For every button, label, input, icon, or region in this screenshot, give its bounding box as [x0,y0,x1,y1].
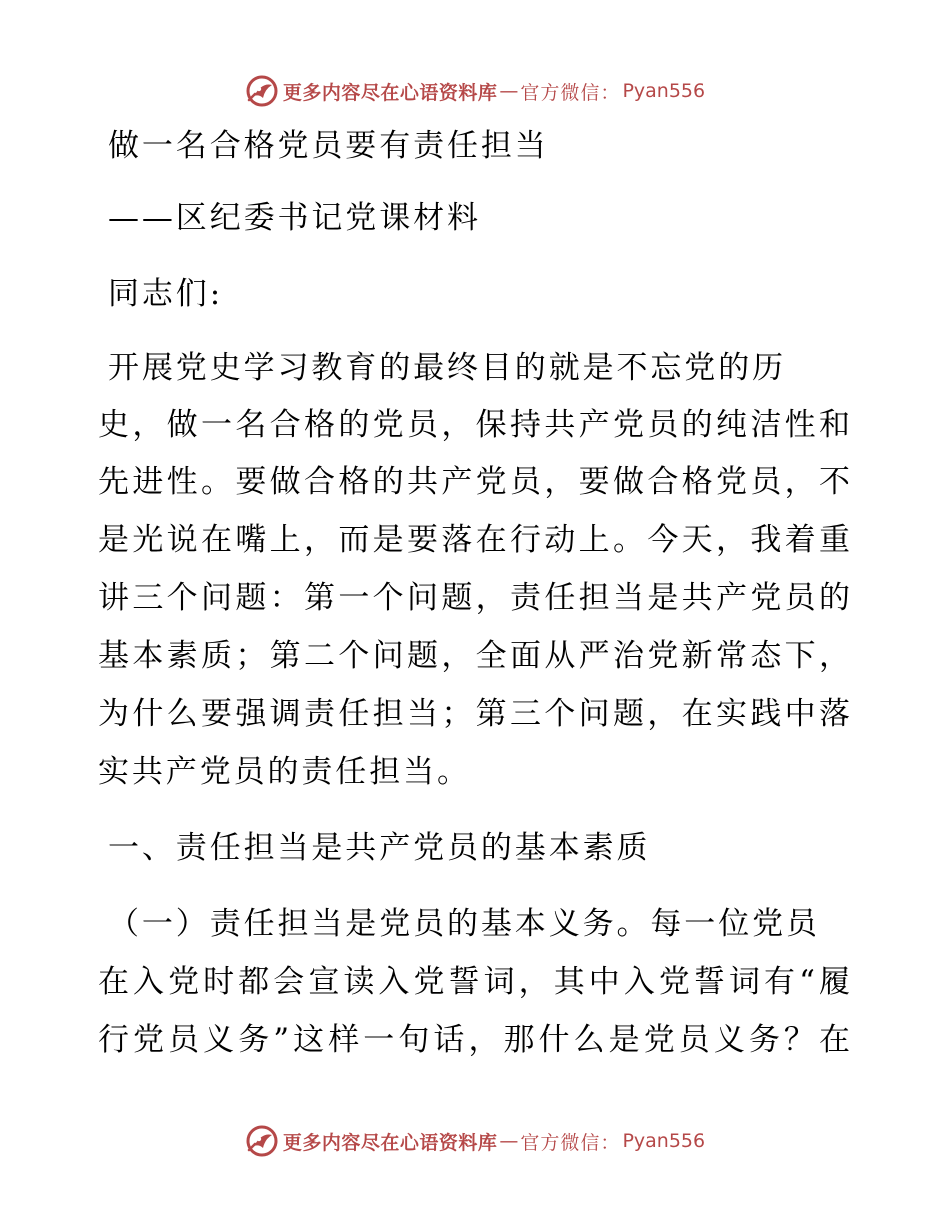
paragraph-line: 行党员义务”这样一句话，那什么是党员义务？在 [98,1022,850,1058]
document-title: 做一名合格党员要有责任担当 [108,128,549,164]
paragraph-line: 开展党史学习教育的最终目的就是不忘党的历 [108,350,786,386]
salutation: 同志们: [108,276,224,312]
watermark-sub-text: 官方微信： [520,81,621,104]
paragraph-line: 史，做一名合格的党员，保持共产党员的纯洁性和 [98,407,850,443]
paragraph-line: 讲三个问题：第一个问题，责任担当是共产党员的 [98,580,850,616]
footer-watermark [0,1121,950,1161]
watermark-dash: — [499,1130,519,1152]
header-watermark [0,71,950,111]
watermark-id-text: Pyan556 [622,1130,706,1152]
paragraph-line: 实共产党员的责任担当。 [98,754,471,790]
document-subtitle: ——区纪委书记党课材料 [108,200,481,236]
section-heading: 一、责任担当是共产党员的基本素质 [108,830,651,866]
watermark-main-text: 更多内容尽在心语资料库 [282,1131,498,1154]
watermark-dash: — [499,80,519,102]
watermark-logo-icon [245,1124,279,1158]
watermark-main-text: 更多内容尽在心语资料库 [282,81,498,104]
paragraph-line: 先进性。要做合格的共产党员，要做合格党员，不 [98,464,850,500]
paragraph-line: 在入党时都会宣读入党誓词，其中入党誓词有“履 [98,964,850,1000]
paragraph-line: 是光说在嘴上，而是要落在行动上。今天，我着重 [98,522,850,558]
watermark-sub-text: 官方微信： [520,1131,621,1154]
paragraph-line: 为什么要强调责任担当；第三个问题，在实践中落 [98,696,850,732]
watermark-logo-icon [245,74,279,108]
paragraph-line: 基本素质；第二个问题，全面从严治党新常态下， [98,638,850,674]
watermark-id-text: Pyan556 [622,80,706,102]
paragraph-line: （一）责任担当是党员的基本义务。每一位党员 [108,906,820,942]
